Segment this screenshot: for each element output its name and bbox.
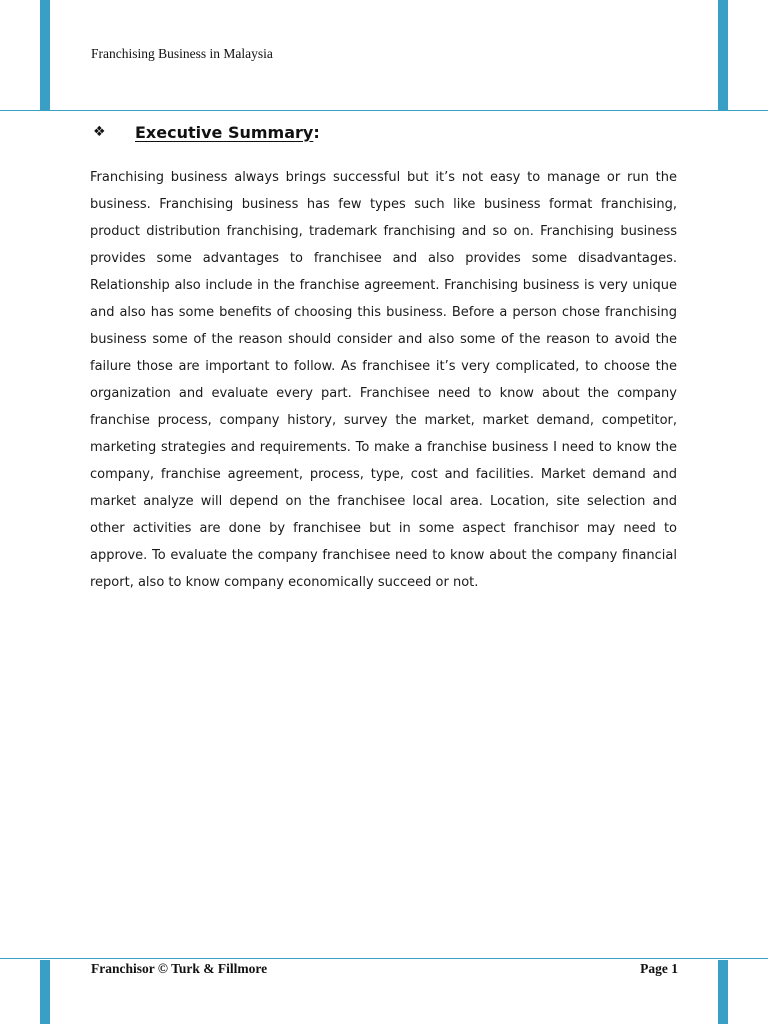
section-heading [93,121,320,143]
section-heading-text [135,123,320,142]
executive-summary-paragraph: Franchising business always brings successful but it’s not easy to manage or run the business. Franchising business has few types such like business format franchising, product distribution franchising, trademark franchising and so on. Franchising business provides some advantages to franchisee and also provides some disadvantages. Relationship also include in the franchise agreement. Franchising business is very unique and also has some benefits of choosing this business. Before a person chose franchising business some of the reason should consider and also some of the reason to avoid the failure those are important to follow. As franchisee it’s very complicated, to choose the organization and evaluate every part. Franchisee need to know about the company franchise process, company history, survey the market, market demand, competitor, marketing strategies and requirements. To make a franchise business I need to know the company, franchise agreement, process, type, cost and facilities. Market demand and market analyze will depend on the franchisee local area. Location, site selection and other activities are done by franchisee but in some aspect franchisor may need to approve. To evaluate the company franchisee need to know about the company financial report, also to know company economically succeed or not. [90,170,677,590]
page-number: Page 1 [640,961,678,976]
bottom-right-accent-bar [718,960,728,1024]
bottom-left-accent-bar [40,960,50,1024]
running-header: Franchising Business in Malaysia [91,46,273,61]
footer-copyright: Franchisor © Turk & Fillmore [91,961,268,976]
footer-rule [0,958,768,959]
header-rule [0,110,768,111]
top-right-accent-bar [718,0,728,110]
section-heading-colon: : [313,122,320,142]
section-heading-title: Executive Summary [135,122,314,142]
four-diamond-bullet-icon: ❖ [93,124,106,140]
top-left-accent-bar [40,0,50,110]
